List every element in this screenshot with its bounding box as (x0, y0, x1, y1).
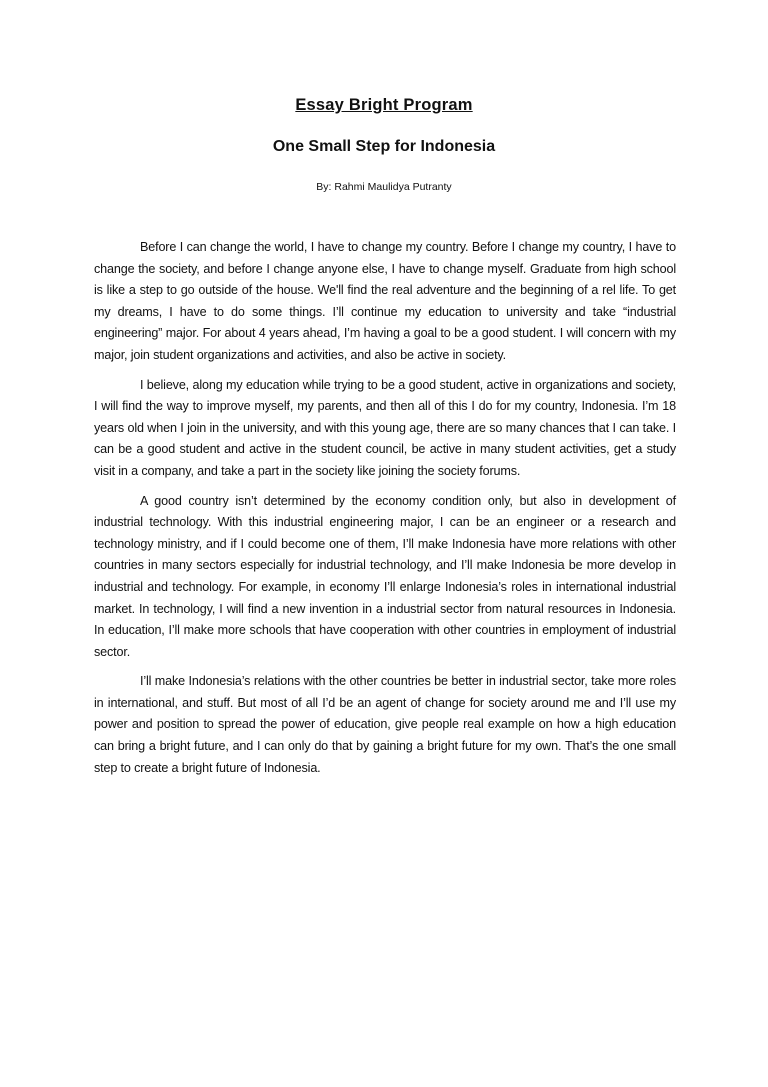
essay-body (94, 237, 676, 787)
paragraph-3: A good country isn’t determined by the economy condition only, but also in development of industrial technology. With this industrial engineering major, I can be an engineer or a research and technology ministry, and if I could become one of them, I’ll make Indonesia have more relations with other countries in many sectors especially for industrial technology, and I’ll make Indonesia be more develop in industrial and technology. For example, in economy I’ll enlarge Indonesia’s roles in international industrial market. In technology, I will find a new invention in a industrial sector from natural resources in Indonesia. In education, I’ll make more schools that have cooperation with other countries in employment of industrial sector. (94, 493, 676, 659)
essay-subtitle: One Small Step for Indonesia (272, 138, 496, 155)
paragraph-4: I’ll make Indonesia’s relations with the other countries be better in industrial sector, take more roles in international, and stuff. But most of all I’d be an agent of change for society around me and I’ll use my power and position to spread the power of education, give people real example on how a high education can bring a bright future, and I can only do that by gaining a bright future for my own. That’s the one small step to create a bright future of Indonesia. (94, 674, 676, 775)
author-byline: By: Rahmi Maulidya Putranty (316, 181, 452, 193)
paragraph-1: Before I can change the world, I have to change my country. Before I change my country, I have to change the society, and before I change anyone else, I have to change myself. Graduate from high school is like a step to go outside of the house. We'll find the real adventure and the beginning of a rel life. To get my dreams, I have to do some things. I’ll continue my education to university and take “industrial engineering” major. For about 4 years ahead, I’m having a goal to be a good student. I will concern with my major, join student organizations and activities, and also be active in society. (94, 240, 676, 362)
essay-title: Essay Bright Program (295, 96, 473, 114)
paragraph-2: I believe, along my education while trying to be a good student, active in organizations and society, I will find the way to improve myself, my parents, and then all of this I do for my country, Indonesia. I’m 18 years old when I join in the university, and with this young age, there are so many chances that I can take. I can be a good student and active in the student council, be active in many student activities, get a study visit in a company, and take a part in the society like joining the society forums. (94, 377, 676, 478)
